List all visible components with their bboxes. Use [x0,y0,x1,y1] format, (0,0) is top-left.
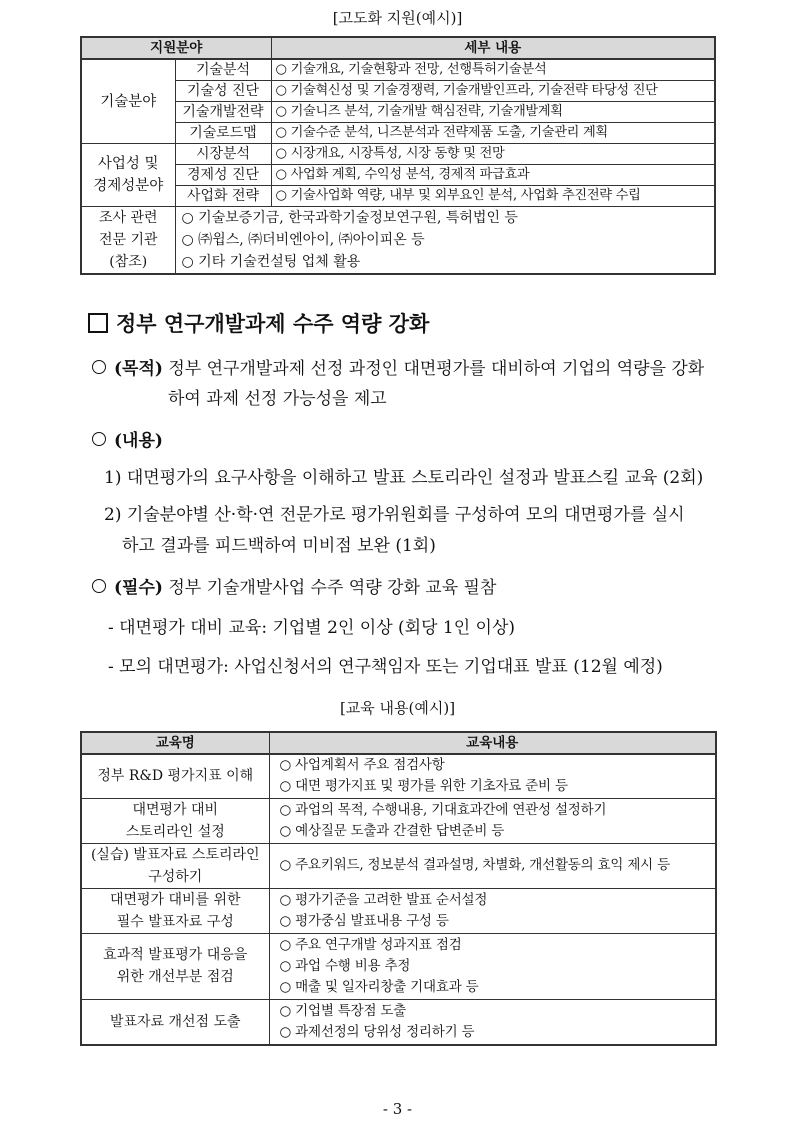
required-dash-1: - 대면평가 대비 교육: 기업별 2인 이상 (회당 1인 이상) [108,618,516,638]
content-item: ○ 주요 연구개발 성과지표 점검 [279,936,462,953]
detail: ○ 기술니즈 분석, 기술개발 핵심전략, 기술개발계획 [271,102,715,123]
subcategory: 기술성 진단 [175,81,271,102]
table2-caption: [교육 내용(예시)] [339,699,456,717]
content-item: ○ 매출 및 일자리창출 기대효과 등 [279,978,479,995]
header-course-name: 교육명 [81,732,269,754]
content-item: ○ 평가중심 발표내용 구성 등 [279,912,449,929]
purpose-text-cont: 하여 과제 선정 가능성을 제고 [168,389,387,409]
content-item: ○ 평가기준을 고려한 발표 순서설정 [279,891,488,908]
subcategory: 사업화 전략 [175,186,271,207]
content-item: ○ 대면 평가지표 및 평가를 위한 기초자료 준비 등 [279,778,568,795]
table-row [81,165,715,186]
header-details: 세부 내용 [271,37,715,59]
reference-item: ○ ㈜윕스, ㈜더비엔아이, ㈜아이피온 등 [181,232,425,248]
detail: ○ 사업화 계획, 수익성 분석, 경제적 파급효과 [271,165,715,186]
table-row [81,123,715,144]
table-row [81,81,715,102]
reference-label-line: 전문 기관 [98,232,158,248]
purpose-label: (목적) [114,359,163,379]
detail: ○ 시장개요, 시장특성, 시장 동향 및 전망 [271,144,715,165]
detail: ○ 기술사업화 역량, 내부 및 외부요인 분석, 사업화 추진전략 수립 [271,186,715,207]
course-name [81,754,269,798]
content-line [92,426,163,451]
course-name-line: 대면평가 대비를 위한 [109,891,241,908]
reference-label [81,207,175,275]
reference-item: ○ 기타 기술컨설팅 업체 활용 [181,254,361,270]
subcategory: 기술분석 [175,59,271,81]
support-table [80,36,716,275]
content-item: ○ 과업 수행 비용 추정 [279,957,411,974]
table-row [81,933,716,999]
header-support-field: 지원분야 [81,37,271,59]
course-content [269,798,716,843]
content-item-1: 1) 대면평가의 요구사항을 이해하고 발표 스토리라인 설정과 발표스킬 교육 (2회) [104,468,704,488]
course-name [81,888,269,933]
table-row [81,144,715,165]
course-content [269,888,716,933]
course-name [81,999,269,1045]
content-item: ○ 주요키워드, 정보분석 결과설명, 차별화, 개선활동의 효익 제시 등 [279,857,670,873]
subcategory: 경제성 진단 [175,165,271,186]
detail: ○ 기술수준 분석, 니즈분석과 전략제품 도출, 기술관리 계획 [271,123,715,144]
course-content [269,999,716,1045]
purpose-text: 정부 연구개발과제 선정 과정인 대면평가를 대비하여 기업의 역량을 강화 [168,359,705,379]
table-header-row [81,37,715,59]
required-label: (필수) [114,578,163,598]
course-name-line: 정부 R&D 평가지표 이해 [97,768,254,785]
required-text: 정부 기술개발사업 수주 역량 강화 교육 필참 [168,578,497,598]
table-row [81,999,716,1045]
table-row [81,754,716,798]
reference-items [175,207,715,275]
required-line [92,573,496,598]
course-name [81,933,269,999]
course-name-line: 효과적 발표평가 대응을 [103,947,248,963]
course-name-line: (실습) 발표자료 스토리라인 [90,846,260,863]
reference-item: ○ 기술보증기금, 한국과학기술정보연구원, 특허법인 등 [181,210,518,226]
subcategory: 기술개발전략 [175,102,271,123]
subcategory: 기술로드맵 [175,123,271,144]
course-content [269,843,716,888]
course-content [269,754,716,798]
circle-bullet-icon [92,432,106,446]
course-name [81,843,269,888]
category-business [81,144,175,207]
section-heading [88,308,429,338]
section-title: 정부 연구개발과제 수주 역량 강화 [116,311,430,336]
content-item-2-cont: 하고 결과를 피드백하여 미비점 보완 (1회) [122,536,436,556]
circle-bullet-icon [92,579,106,593]
table-header-row [81,732,716,754]
course-name-line: 스토리라인 설정 [125,823,225,840]
course-name [81,798,269,843]
content-item: ○ 사업계획서 주요 점검사항 [279,757,445,774]
category-line: 경제성분야 [93,178,164,194]
table-row-reference [81,207,715,275]
table1-caption: [고도화 지원(예시)] [332,9,463,27]
course-name-line: 발표자료 개선점 도출 [109,1013,241,1030]
table-row [81,186,715,207]
reference-label-line: 조사 관련 [98,210,158,226]
education-table [80,731,717,1046]
content-item: ○ 기업별 특장점 도출 [279,1002,407,1019]
category-line: 사업성 및 [97,156,159,172]
course-name-line: 대면평가 대비 [132,801,219,818]
content-item: ○ 예상질문 도출과 간결한 답변준비 등 [279,822,505,839]
header-course-content: 교육내용 [269,732,716,754]
category-tech: 기술분야 [81,59,175,144]
purpose-line [92,354,704,379]
course-name-line: 필수 발표자료 구성 [116,913,234,930]
checkbox-square-icon [88,313,108,333]
content-label: (내용) [114,431,163,451]
course-content [269,933,716,999]
table-row [81,798,716,843]
reference-label-line: (참조) [109,254,148,270]
detail: ○ 기술혁신성 및 기술경쟁력, 기술개발인프라, 기술전략 타당성 진단 [271,81,715,102]
table-row [81,888,716,933]
content-item-2: 2) 기술분야별 산·학·연 전문가로 평가위원회를 구성하여 모의 대면평가를 실시 [104,505,685,525]
course-name-line: 구성하기 [148,868,203,885]
content-item: ○ 과업의 목적, 수행내용, 기대효과간에 연관성 설정하기 [279,801,607,818]
required-dash-2: - 모의 대면평가: 사업신청서의 연구책임자 또는 기업대표 발표 (12월 예정) [108,657,663,677]
detail: ○ 기술개요, 기술현황과 전망, 선행특허기술분석 [271,59,715,81]
content-item: ○ 과제선정의 당위성 정리하기 등 [279,1023,475,1040]
subcategory: 시장분석 [175,144,271,165]
table-row [81,102,715,123]
circle-bullet-icon [92,360,106,374]
course-name-line: 위한 개선부분 점검 [116,969,234,985]
table-row [81,843,716,888]
page-number: - 3 - [382,1100,413,1118]
table-row [81,59,715,81]
